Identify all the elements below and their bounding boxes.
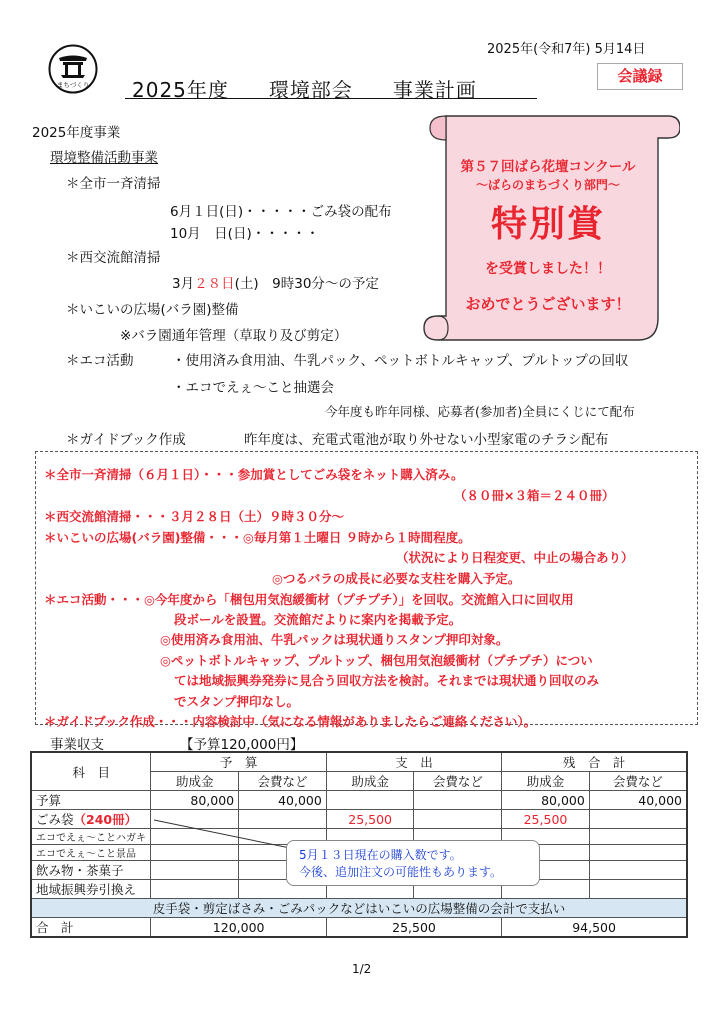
callout-line: 5月１３日現在の購入数です。 — [299, 848, 462, 862]
column-grant: 助成金 — [502, 772, 590, 791]
cell: 40,000 — [239, 791, 327, 810]
table-note-row — [31, 899, 687, 918]
table-header-row — [31, 752, 687, 772]
note-line: （状況により日程変更、中止の場合あり） — [396, 550, 634, 565]
page-number: 1/2 — [352, 962, 372, 976]
table-total-row — [31, 918, 687, 938]
plan-item-eco-lottery: ・エコでえぇ～こと抽選会 — [172, 380, 334, 396]
cell: 80,000 — [151, 791, 239, 810]
banner-category: ～ばらのまちづくり部門～ — [476, 178, 620, 192]
column-fee: 会費など — [239, 772, 327, 791]
machizukuri-logo-icon — [48, 44, 98, 94]
table-row — [31, 810, 687, 829]
plan-item-guidebook-note: 昨年度は、充電式電池が取り外せない小型家電のチラシ配布 — [244, 432, 609, 448]
banner-congrats: おめでとうございます！ — [465, 295, 631, 313]
plan-item-cleanup: ＊全市一斉清掃 — [66, 176, 161, 192]
budget-title: 事業収支 — [50, 737, 104, 753]
cell — [326, 791, 414, 810]
plan-item-west-hall: ＊西交流館清掃 — [66, 250, 161, 266]
cell — [589, 810, 687, 829]
note-line: 段ボールを設置。交流館だよりに案内を掲載予定。 — [174, 612, 462, 627]
row-label: ごみ袋（240冊） — [31, 810, 151, 829]
note-line: ◎つるバラの成長に必要な支柱を購入予定。 — [272, 571, 521, 586]
cell — [589, 845, 687, 861]
note-line: ＊ガイドブック作成・・・内容検討中（気になる情報がありましたらご連絡ください）。 — [44, 714, 537, 729]
callout-pointer — [150, 814, 300, 854]
cell — [589, 861, 687, 880]
note-line: ＊西交流館清掃・・・３月２８日（土）９時３０分～ — [44, 509, 345, 524]
band-note: 皮手袋・剪定ばさみ・ごみパックなどはいこいの広場整備の会計で支払い — [31, 899, 687, 918]
document-date: 2025年(令和7年) 5月14日 — [487, 42, 646, 57]
callout-line: 今後、追加注文の可能性もあります。 — [299, 865, 503, 879]
row-label: エコでえぇ～こと景品 — [31, 845, 151, 861]
cell — [151, 880, 239, 899]
budget-total-note: 【予算120,000円】 — [180, 737, 304, 753]
minutes-badge: 会議録 — [597, 63, 683, 90]
total-budget: 120,000 — [151, 918, 326, 938]
row-label: 予算 — [31, 791, 151, 810]
banner-received: を受賞しました！！ — [485, 261, 611, 277]
column-fee: 会費など — [589, 772, 687, 791]
plan-item-eco: ＊エコ活動 — [66, 353, 134, 369]
plan-item-eco-lottery-note: 今年度も昨年同様、応募者(参加者)全員にくじにて配布 — [325, 404, 635, 419]
cell: 25,500 — [326, 810, 414, 829]
logo-text: まちづくり — [56, 81, 90, 89]
plan-item-rose-garden: ＊いこいの広場(バラ園)整備 — [66, 302, 239, 318]
section-title: 2025年度事業 — [32, 125, 121, 141]
cell: 40,000 — [589, 791, 687, 810]
note-line: ては地域振興券発券に見合う回収方法を検討。それまでは現状通り回収のみ — [174, 673, 600, 688]
cell — [414, 791, 502, 810]
plan-item-guidebook: ＊ガイドブック作成 — [66, 432, 186, 448]
title-underline — [125, 98, 537, 99]
banner-award: 特別賞 — [490, 204, 605, 245]
column-subject: 科 目 — [31, 752, 151, 791]
note-line: ＊エコ活動・・・◎今年度から「梱包用気泡緩衝材（プチプチ）」を回収。交流館入口に回収用 — [44, 592, 574, 607]
cell — [589, 829, 687, 845]
note-line: （８０冊×３箱＝２４０冊） — [454, 488, 615, 503]
row-label: 飲み物・茶菓子 — [31, 861, 151, 880]
total-label: 合 計 — [31, 918, 151, 938]
column-group-balance: 残 合 計 — [502, 752, 687, 772]
plan-item-cleanup-june: 6月１日(日)・・・・・ごみ袋の配布 — [170, 204, 392, 220]
cell — [589, 880, 687, 899]
cell — [414, 810, 502, 829]
row-label: 地域振興券引換え — [31, 880, 151, 899]
total-balance: 94,500 — [502, 918, 687, 938]
note-line: でスタンプ押印なし。 — [174, 694, 300, 709]
banner-contest-name: 第５７回ばら花壇コンクール — [460, 159, 636, 175]
row-label: エコでえぇ～ことハガキ — [31, 829, 151, 845]
table-row — [31, 791, 687, 810]
column-group-budget: 予 算 — [151, 752, 326, 772]
subsection-title: 環境整備活動事業 — [50, 150, 158, 166]
column-grant: 助成金 — [326, 772, 414, 791]
column-grant: 助成金 — [151, 772, 239, 791]
plan-item-cleanup-oct: 10月 日(日)・・・・・ — [170, 226, 320, 242]
note-line: ＊いこいの広場(バラ園)整備・・・◎毎月第１土曜日 ９時から１時間程度。 — [44, 530, 471, 545]
note-line: ◎ペットボトルキャップ、プルトップ、梱包用気泡緩衝材（プチプチ）につい — [160, 653, 593, 668]
purchase-note-callout — [286, 840, 540, 886]
note-line: ◎使用済み食用油、牛乳パックは現状通りスタンプ押印対象。 — [160, 632, 509, 647]
total-expense: 25,500 — [326, 918, 501, 938]
note-line: ＊全市一斉清掃（６月１日）・・・参加賞としてごみ袋をネット購入済み。 — [44, 467, 464, 482]
column-group-expense: 支 出 — [326, 752, 501, 772]
plan-item-eco-collection: ・使用済み食用油、牛乳パック、ペットボトルキャップ、プルトップの回収 — [172, 353, 629, 369]
cell — [151, 861, 239, 880]
column-fee: 会費など — [414, 772, 502, 791]
cell: 25,500 — [502, 810, 590, 829]
plan-item-rose-garden-note: ※バラ園通年管理（草取り及び剪定） — [120, 328, 348, 344]
page-title: 2025年度 環境部会 事業計画 — [132, 78, 477, 102]
cell: 80,000 — [502, 791, 590, 810]
plan-item-west-hall-date: 3月２８日(土) 9時30分～の予定 — [172, 276, 379, 292]
